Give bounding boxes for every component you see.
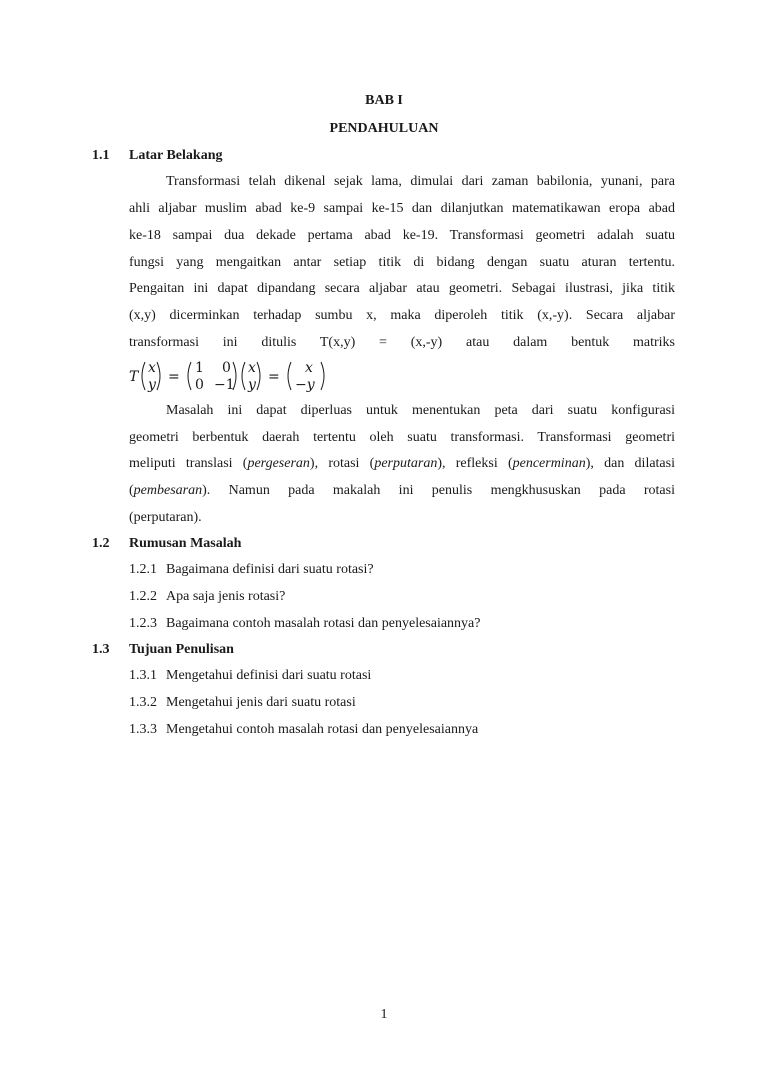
paragraph-line: Pengaitan ini dapat dipandang secara aljabar atau geometri. Sebagai ilustrasi, jika titik — [129, 281, 675, 296]
section-heading-1-1 — [92, 148, 222, 164]
paragraph-line: fungsi yang mengaitkan antar setiap titik di bidang dengan suatu aturan tertentu. — [129, 255, 675, 270]
chapter-title: PENDAHULUAN — [329, 121, 439, 136]
section-title: Latar Belakang — [129, 148, 223, 163]
paren-left — [142, 362, 145, 390]
paragraph-line: geometri berbentuk daerah tertentu oleh suatu transformasi. Transformasi geometri — [129, 430, 675, 445]
paragraph-line: ahli aljabar muslim abad ke-9 sampai ke-15 dan dilanjutkan matematikawan eropa abad — [129, 201, 675, 216]
paragraph-line: ke-18 sampai dua dekade pertama abad ke-19. Transformasi geometri adalah suatu — [129, 228, 675, 243]
math-y: y — [248, 377, 256, 393]
section-heading-1-3 — [92, 642, 234, 658]
italic-term: pencerminan — [512, 456, 586, 471]
matrix-b: 0 — [222, 360, 231, 376]
list-item: 1.3.3 Mengetahui contoh masalah rotasi dan penyelesaiannya — [129, 722, 479, 737]
math-equals: = — [268, 369, 280, 385]
matrix-a: 1 — [195, 360, 204, 376]
paren-right — [157, 362, 160, 390]
page-number: 1 — [380, 1007, 388, 1022]
reflection-matrix-equation — [129, 358, 339, 394]
math-x: x — [248, 360, 256, 376]
paragraph-line: meliputi translasi (pergeseran), rotasi (perputaran), refleksi (pencerminan), dan dilatasi — [129, 456, 675, 471]
math-x: x — [148, 360, 156, 376]
paragraph-line: Transformasi telah dikenal sejak lama, dimulai dari zaman babilonia, yunani, para — [166, 174, 675, 189]
paren-left — [188, 362, 191, 390]
list-item: 1.3.1 Mengetahui definisi dari suatu rotasi — [129, 668, 372, 683]
paragraph-line: (x,y) dicerminkan terhadap sumbu x, maka diperoleh titik (x,-y). Secara aljabar — [129, 308, 675, 323]
paragraph-line: Masalah ini dapat diperluas untuk menentukan peta dari suatu konfigurasi — [166, 403, 675, 418]
math-T: T — [129, 369, 139, 385]
paragraph-line: (perputaran). — [129, 510, 202, 525]
matrix-c: 0 — [195, 377, 204, 393]
paragraph-line: transformasi ini ditulis T(x,y) = (x,-y) atau dalam bentuk matriks — [129, 335, 675, 350]
section-heading-1-2 — [92, 536, 241, 552]
section-number: 1.3 — [92, 642, 110, 657]
paren-left — [242, 362, 245, 390]
list-item: 1.2.3 Bagaimana contoh masalah rotasi dan penyelesaiannya? — [129, 616, 481, 631]
matrix-d: −1 — [214, 377, 235, 393]
list-item: 1.2.2 Apa saja jenis rotasi? — [129, 589, 286, 604]
math-y: y — [148, 377, 156, 393]
italic-term: pembesaran — [133, 483, 203, 498]
chapter-number: BAB I — [365, 93, 403, 108]
list-item: 1.2.1 Bagaimana definisi dari suatu rotasi? — [129, 562, 374, 577]
section-title: Tujuan Penulisan — [129, 642, 234, 657]
list-item: 1.3.2 Mengetahui jenis dari suatu rotasi — [129, 695, 356, 710]
result-top: x — [305, 360, 313, 376]
paren-right — [321, 362, 324, 390]
paragraph-line: (pembesaran). Namun pada makalah ini penulis mengkhususkan pada rotasi — [129, 483, 675, 498]
italic-term: pergeseran — [247, 456, 310, 471]
result-bottom: −y — [295, 377, 315, 393]
italic-term: perputaran — [374, 456, 438, 471]
section-number: 1.1 — [92, 148, 110, 163]
section-number: 1.2 — [92, 536, 110, 551]
math-equals: = — [168, 369, 180, 385]
section-title: Rumusan Masalah — [129, 536, 242, 551]
paren-left — [288, 362, 291, 390]
paren-right — [257, 362, 260, 390]
